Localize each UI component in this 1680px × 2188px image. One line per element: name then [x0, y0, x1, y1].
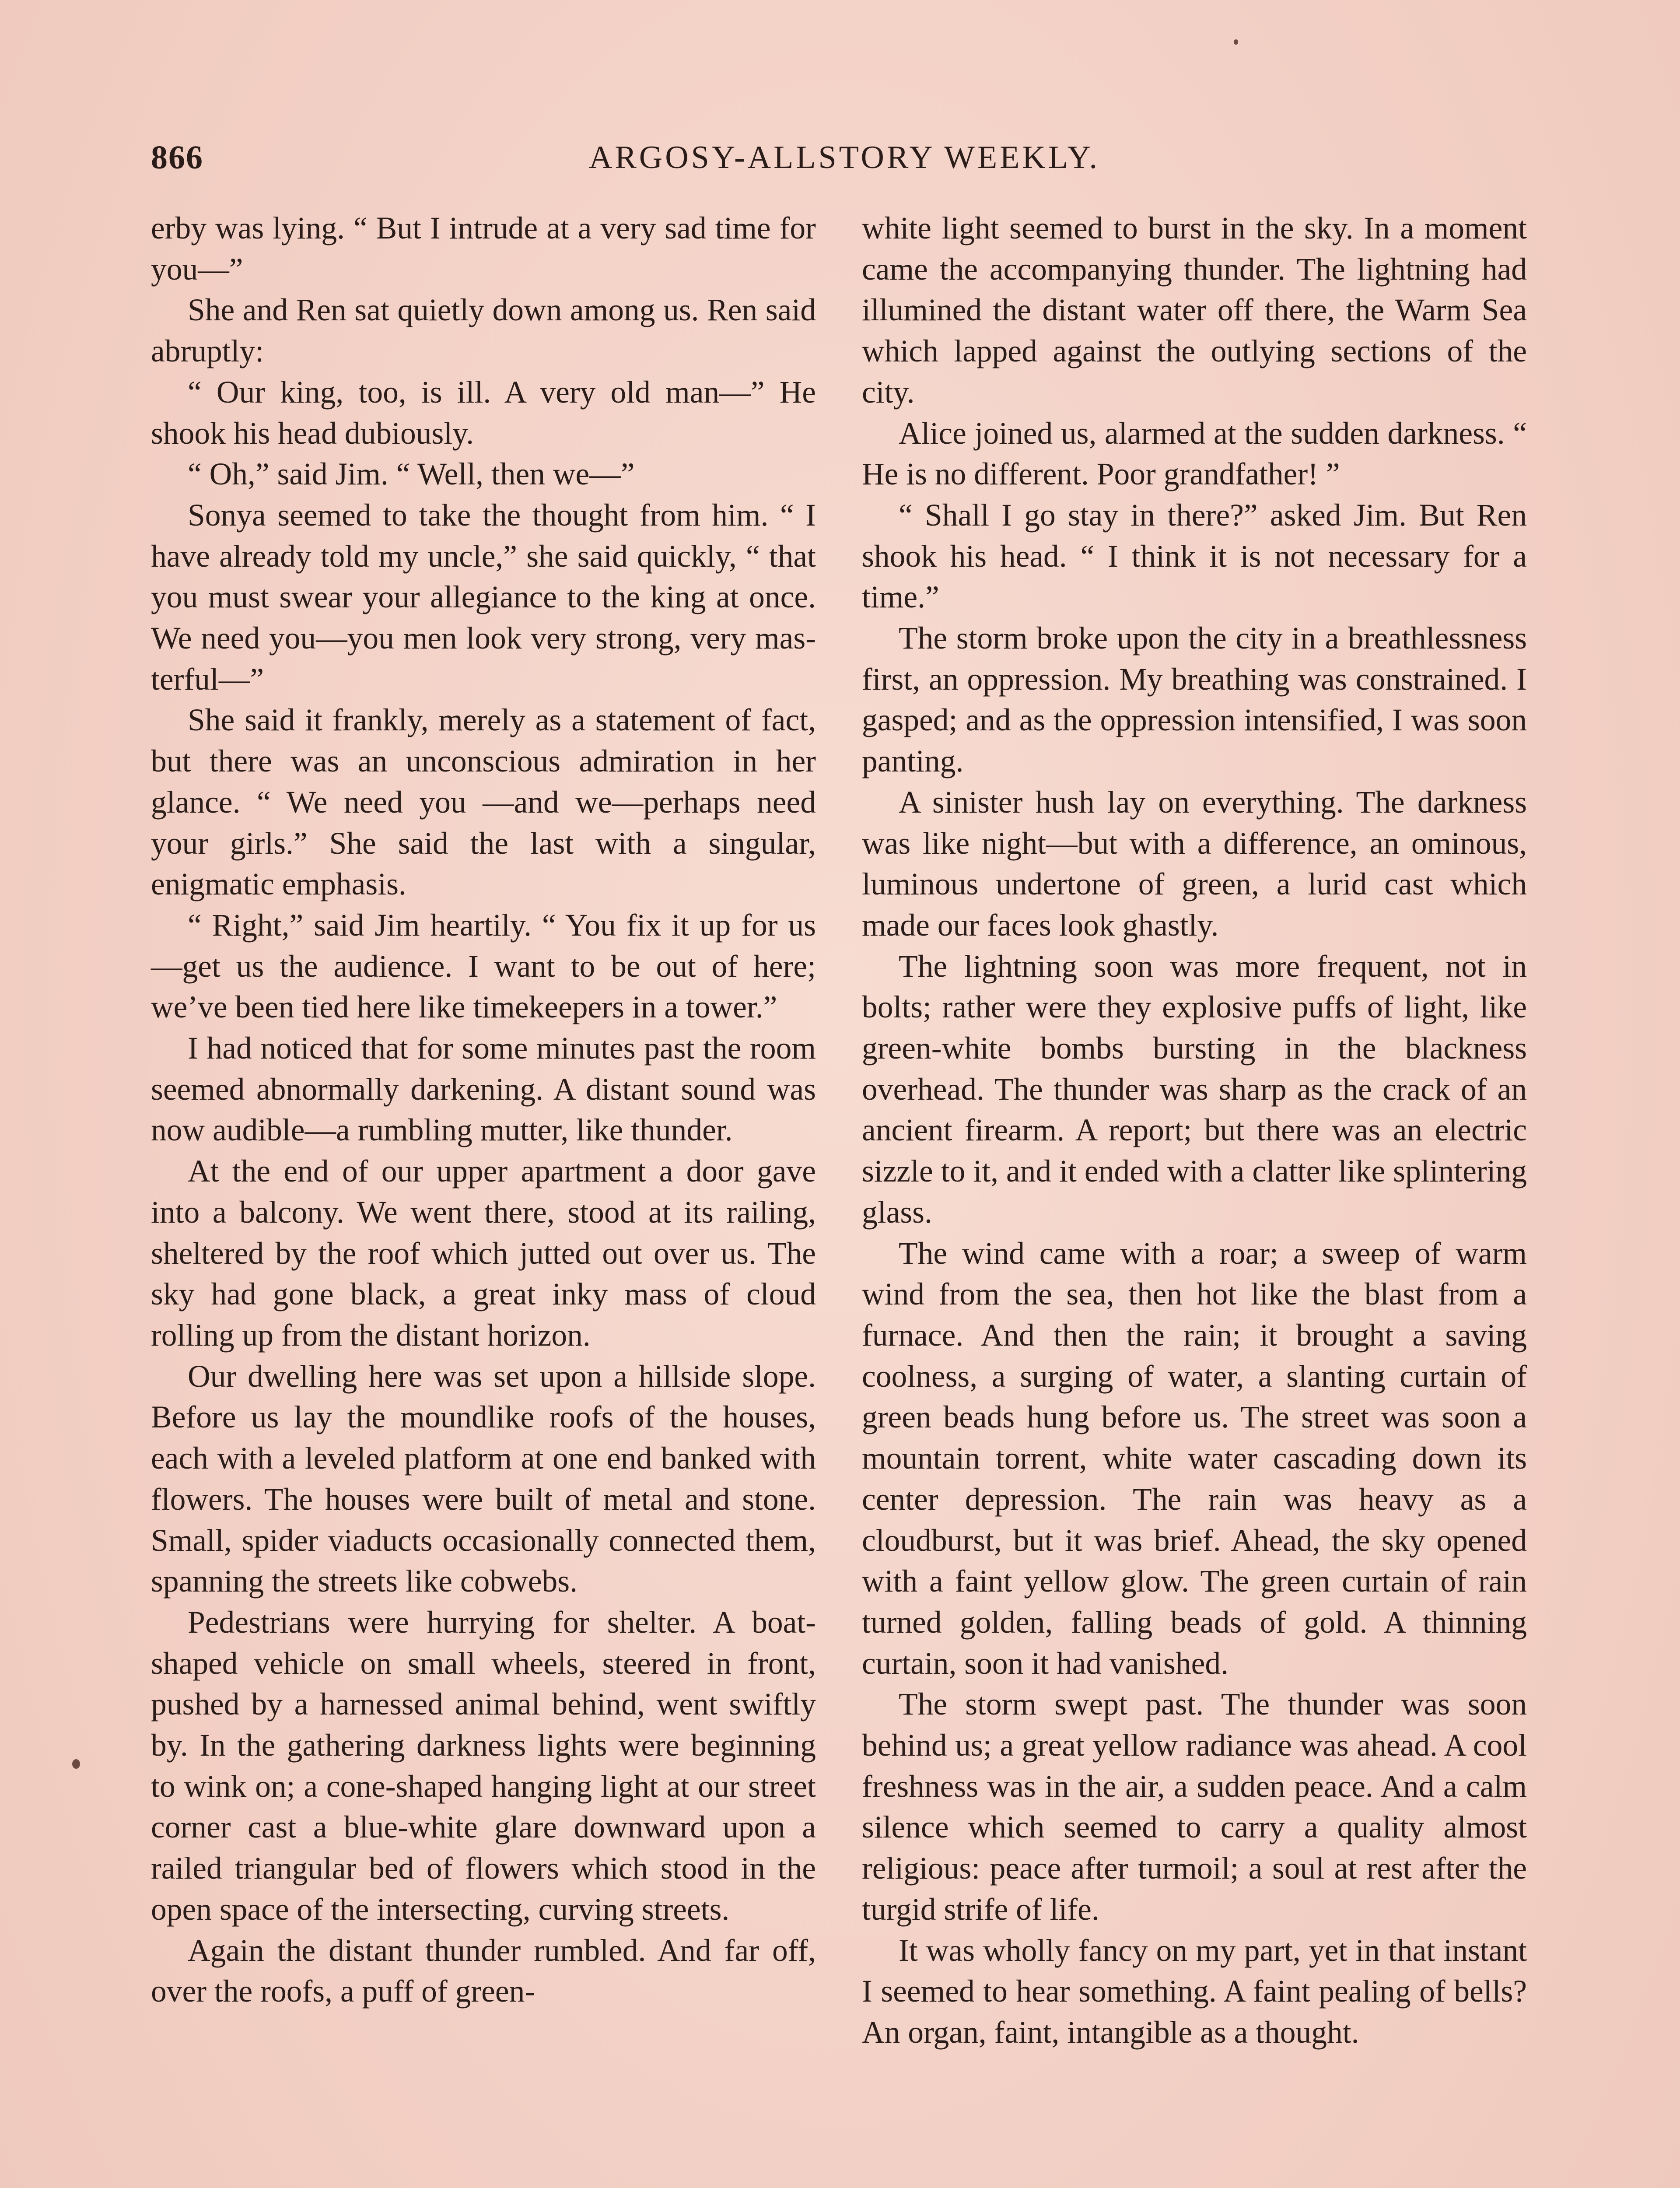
paragraph: “ Right,” said Jim heartily. “ You fix it up for us—get us the audience. I want to be out of here; we’ve been tied here like timekeepers in a tower.” [151, 908, 816, 1025]
paragraph: The storm swept past. The thunder was soon behind us; a great yellow radiance was ahead. A cool freshness was in the air, a sudden peace. And a calm silence which seemed to carry a quality almost religious: peace after turmoil; a soul at rest after the turgid strife of life. [862, 1687, 1527, 1927]
paragraph: She and Ren sat quietly down among us. Ren said abruptly: [151, 293, 816, 369]
paragraph: “ Shall I go stay in there?” asked Jim. But Ren shook his head. “ I think it is not necessary for a time.” [862, 498, 1527, 615]
paragraph: The wind came with a roar; a sweep of warm wind from the sea, then hot like the blast from a furnace. And then the rain; it brought a saving coolness, a surging of water, a slanting curtain of green beads hung before us. The street was soon a mountain torrent, white water cascading down its center depression. The rain was heavy as a cloudburst, but it was brief. Ahead, the sky opened with a faint yellow glow. The green curtain of rain turned golden, falling beads of gold. A thinning curtain, soon it had vanished. [862, 1236, 1527, 1681]
paragraph: white light seemed to burst in the sky. In a moment came the accompanying thunder. The lightning had illumined the distant water off there, the Warm Sea which lapped against the outlying sections of the city. [862, 211, 1527, 410]
paragraph: At the end of our upper apartment a door gave into a balcony. We went there, stood at its railing, sheltered by the roof which jutted out over us. The sky had gone black, a great inky mass of cloud rolling up from the distant horizon. [151, 1154, 816, 1353]
running-title: ARGOSY-ALLSTORY WEEKLY. [588, 139, 1100, 175]
paragraph: The storm broke upon the city in a breathlessness first, an oppression. My breathing was constrained. I gasped; and as the oppression intensified, I was soon panting. [862, 621, 1527, 779]
paragraph: “ Our king, too, is ill. A very old man—” He shook his head dubiously. [151, 375, 816, 451]
left-column [151, 208, 816, 2012]
page-header [151, 131, 1538, 184]
paragraph: Pedestrians were hurrying for shelter. A boat-shaped vehicle on small wheels, steered in front, pushed by a harnessed animal behind, went swiftly by. In the gathering darkness lights were beginning to wink on; a cone-shaped hanging light at our street corner cast a blue-white glare downward upon a railed triangular bed of flowers which stood in the open space of the intersecting, curving streets. [151, 1605, 816, 1927]
page-number: 866 [151, 139, 203, 176]
paper-speck [1234, 39, 1238, 45]
paragraph: Our dwelling here was set upon a hillside slope. Before us lay the moundlike roofs of the houses, each with a leveled platform at one end banked with flowers. The houses were built of metal and stone. Small, spider viaducts occasionally connected them, spanning the streets like cobwebs. [151, 1359, 816, 1599]
paragraph: She said it frankly, merely as a statement of fact, but there was an unconscious admiration in her glance. “ We need you —and we—perhaps need your girls.” She said the last with a singular, enigmatic emphasis. [151, 703, 816, 902]
paragraph: Sonya seemed to take the thought from him. “ I have already told my uncle,” she said quickly, “ that you must swear your allegiance to the king at once. We need you—you men look very strong, very masterful—” [151, 498, 816, 697]
right-column [862, 208, 1527, 2053]
paragraph: Again the distant thunder rumbled. And far off, over the roofs, a puff of green- [151, 1933, 816, 2009]
paragraph: The lightning soon was more frequent, not in bolts; rather were they explosive puffs of light, like green-white bombs bursting in the blackness overhead. The thunder was sharp as the crack of an ancient firearm. A report; but there was an electric sizzle to it, and it ended with a clatter like splintering glass. [862, 949, 1527, 1230]
paragraph: erby was lying. “ But I intrude at a very sad time for you—” [151, 211, 816, 287]
paragraph: I had noticed that for some minutes past the room seemed abnormally darkening. A distant sound was now audible—a rumbling mutter, like thunder. [151, 1031, 816, 1148]
paper-speck [72, 1759, 80, 1769]
paragraph: It was wholly fancy on my part, yet in that instant I seemed to hear something. A faint pealing of bells? An organ, faint, intangible as a thought. [862, 1933, 1527, 2050]
paragraph: A sinister hush lay on everything. The darkness was like night—but with a difference, an ominous, luminous undertone of green, a lurid cast which made our faces look ghastly. [862, 785, 1527, 943]
paragraph: “ Oh,” said Jim. “ Well, then we—” [188, 457, 635, 492]
paragraph: Alice joined us, alarmed at the sudden darkness. “ He is no different. Poor grandfather! ” [862, 416, 1527, 492]
